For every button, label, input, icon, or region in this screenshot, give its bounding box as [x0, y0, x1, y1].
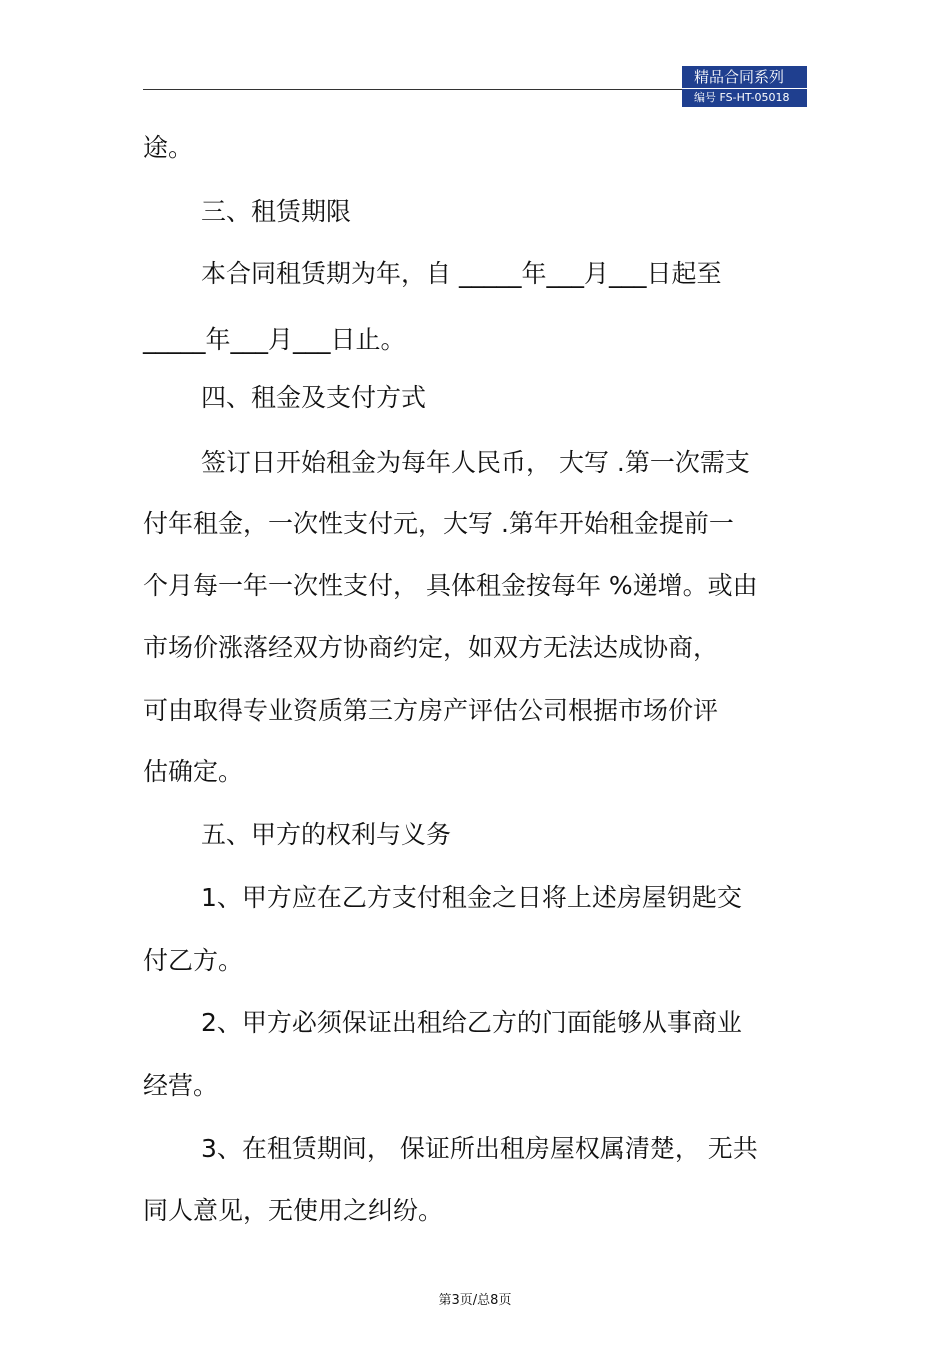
text-line: 市场价涨落经双方协商约定，如双方无法达成协商， — [143, 633, 719, 662]
text-line: 途。 — [143, 133, 194, 162]
text-line: _____年___月___日止。 — [143, 325, 406, 354]
badge-code: 编号 FS-HT-05018 — [694, 91, 790, 104]
text-line: 付年租金，一次性支付元，大写 .第年开始租金提前一 — [143, 509, 734, 538]
text-line: 同人意见，无使用之纠纷。 — [143, 1196, 444, 1225]
section-heading: 四、租金及支付方式 — [201, 383, 427, 412]
section-heading: 五、甲方的权利与义务 — [201, 820, 452, 849]
text-line: 本合同租赁期为年，自 _____年___月___日起至 — [201, 259, 722, 288]
series-badge — [682, 66, 807, 107]
text-line: 签订日开始租金为每年人民币， 大写 .第一次需支 — [201, 448, 750, 477]
page-number: 第3页/总8页 — [438, 1293, 512, 1308]
section-heading: 三、租赁期限 — [201, 197, 352, 226]
text-line: 估确定。 — [143, 757, 244, 786]
text-line: 可由取得专业资质第三方房产评估公司根据市场价评 — [143, 696, 719, 725]
badge-divider — [682, 88, 807, 89]
text-line: 经营。 — [143, 1071, 219, 1100]
text-line: 2、甲方必须保证出租给乙方的门面能够从事商业 — [201, 1008, 742, 1037]
text-line: 3、在租赁期间， 保证所出租房屋权属清楚， 无共 — [201, 1134, 758, 1163]
text-line: 1、甲方应在乙方支付租金之日将上述房屋钥匙交 — [201, 883, 742, 912]
text-line: 付乙方。 — [143, 946, 244, 975]
text-line: 个月每一年一次性支付， 具体租金按每年 %递增。或由 — [143, 571, 758, 600]
badge-title: 精品合同系列 — [694, 68, 785, 86]
